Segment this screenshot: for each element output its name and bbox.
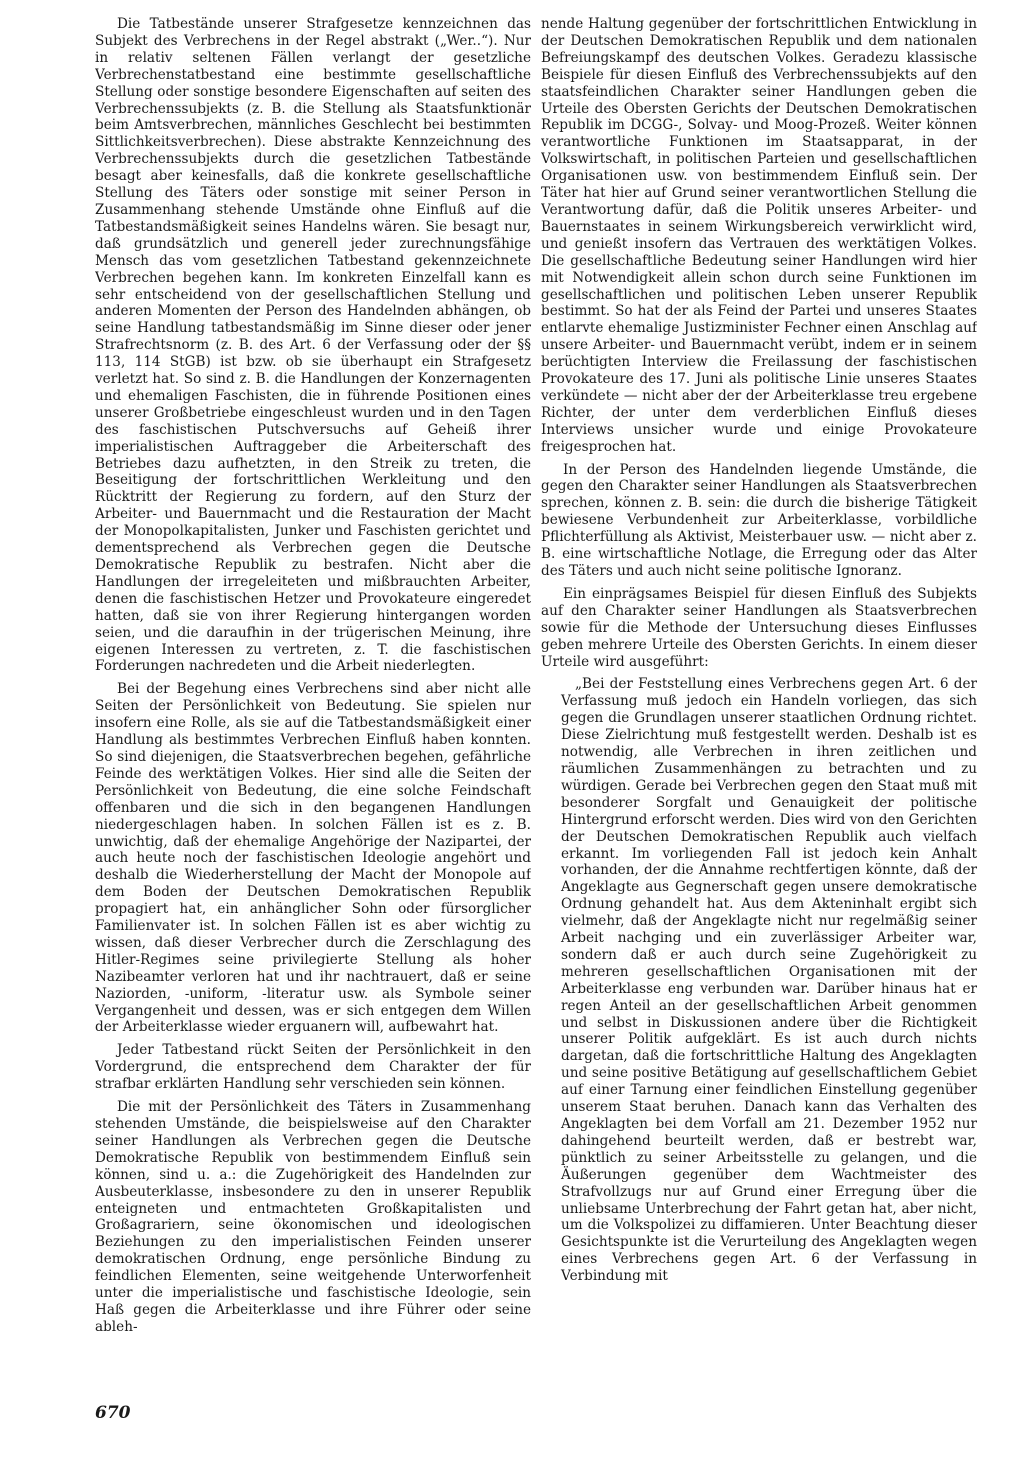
paragraph: Die mit der Persönlichkeit des Täters in Zusammenhang stehenden Umstände, die beispielsweise auf den Charakter seiner Handlungen als Verbrechen gegen die Deutsche Demokratische Republik von bestimmendem Einfluß sein können, sind u. a.: die Zugehörigkeit des Handelnden zur Ausbeuterklasse, insbesondere zu den in unserer Republik enteigneten und entmachteten Großkapitalisten und Großagrariern, seine ökonomischen und ideologischen Beziehungen zu den imperialistischen Feinden unserer demokratischen Ordnung, enge persönliche Bindung zu feindlichen Elementen, seine weitgehende Unterworfenheit unter die imperialistische und faschistische Ideologie, sein Haß gegen die Arbeiterklasse und ihre Führer oder seine ableh- bbox=[95, 1099, 531, 1335]
paragraph-continued: nende Haltung gegenüber der fortschrittlichen Entwicklung in der Deutschen Demokratischen Republik und dem nationalen Befreiungskampf des deutschen Volkes. Geradezu klassische Beispiele für diesen Einfluß des Verbrechenssubjekts auf den staatsfeindlichen Charakter seiner Handlungen geben die Urteile des Obersten Gerichts der Deutschen Demokratischen Republik im DCGG-, Solvay- und Moog-Prozeß. Weiter können verantwortliche Funktionen im Staatsapparat, in der Volkswirtschaft, in politischen Parteien und gesellschaftlichen Organisationen usw. von bestimmendem Einfluß sein. Der Täter hat hier auf Grund seiner verantwortlichen Stellung die Verantwortung dafür, daß die Politik unseres Arbeiter- und Bauernstaates in seinem Wirkungsbereich verwirklicht wird, und genießt insofern das Vertrauen des werktätigen Volkes. Die gesellschaftliche Bedeutung seiner Handlungen wird hier mit Notwendigkeit allein schon durch seine Funktionen im gesellschaftlichen und politischen Leben unserer Republik bestimmt. So hat der als Feind der Partei und unseres Staates entlarvte ehemalige Justizminister Fechner einen Anschlag auf unsere Arbeiter- und Bauernmacht verübt, indem er in seinem berüchtigten Interview die Freilassung der faschistischen Provokateure des 17. Juni als politische Linie unseres Staates verkündete — nicht aber der der Arbeiterklasse treu ergebene Richter, der unter dem verderblichen Einfluß dieses Interviews unsicher wurde und einige Provokateure freigesprochen hat. bbox=[541, 16, 977, 455]
right-column bbox=[541, 16, 977, 1391]
paragraph: In der Person des Handelnden liegende Umstände, die gegen den Charakter seiner Handlungen als Staatsverbrechen sprechen, können z. B. sein: die durch die bisherige Tätigkeit bewiesene Verbundenheit zur Arbeiterklasse, vorbildliche Pflichterfüllung als Aktivist, Meisterbauer usw. — nicht aber z. B. eine wirtschaftliche Notlage, die Erregung oder das Alter des Täters und auch nicht seine politische Ignoranz. bbox=[541, 461, 977, 579]
left-column bbox=[95, 16, 531, 1391]
paragraph: Jeder Tatbestand rückt Seiten der Persönlichkeit in den Vordergrund, die entsprechend dem Charakter der für strafbar erklärten Handlung sehr verschieden sein können. bbox=[95, 1042, 531, 1093]
paragraph: Ein einprägsames Beispiel für diesen Einfluß des Subjekts auf den Charakter seiner Handlungen als Staatsverbrechen sowie für die Methode der Untersuchung dieses Einflusses geben mehrere Urteile des Obersten Gerichts. In einem dieser Urteile wird ausgeführt: bbox=[541, 585, 977, 670]
paragraph: Bei der Begehung eines Verbrechens sind aber nicht alle Seiten der Persönlichkeit von Bedeutung. Sie spielen nur insofern eine Rolle, als sie auf die Tatbestandsmäßigkeit einer Handlung als bestimmtes Verbrechen Einfluß haben konnten. So sind diejenigen, die Staatsverbrechen begehen, gefährliche Feinde des werktätigen Volkes. Hier sind alle die Seiten der Persönlichkeit von Bedeutung, die eine solche Feindschaft offenbaren und die sich in den begangenen Handlungen niedergeschlagen haben. In solchen Fällen ist es z. B. unwichtig, daß der ehemalige Angehörige der Nazipartei, der auch heute noch der faschistischen Ideologie angehört und deshalb die Wiederherstellung der Macht der Monopole auf dem Boden der Deutschen Demokratischen Republik propagiert hat, ein anhänglicher Sohn oder fürsorglicher Familienvater ist. In solchen Fällen ist es aber wichtig zu wissen, daß dieser Verbrecher durch die Zerschlagung des Hitler-Regimes seine privilegierte Stellung als hoher Nazibeamter verloren hat und ihr nachtrauert, daß er seine Naziorden, -uniform, -literatur usw. als Symbole seiner Vergangenheit und dessen, was er sich entgegen dem Willen der Arbeiterklasse wieder erguanern will, aufbewahrt hat. bbox=[95, 681, 531, 1036]
block-quote: „Bei der Feststellung eines Verbrechens gegen Art. 6 der Verfassung muß jedoch ein Handeln vorliegen, das sich gegen die Grundlagen unserer staatlichen Ordnung richtet. Diese Zielrichtung muß festgestellt werden. Deshalb ist es notwendig, alle Verbrechen in ihren zeitlichen und räumlichen Zusammenhängen zu betrachten und zu würdigen. Gerade bei Verbrechen gegen den Staat muß mit besonderer Sorgfalt und Genauigkeit der politische Hintergrund erforscht werden. Dies wird von den Gerichten der Deutschen Demokratischen Republik auch vielfach erkannt. Im vorliegenden Fall ist jedoch kein Anhalt vorhanden, der die Annahme rechtfertigen könnte, daß der Angeklagte aus Gegnerschaft gegen unsere demokratische Ordnung gehandelt hat. Aus dem Akteninhalt ergibt sich vielmehr, daß der Angeklagte nicht nur regelmäßig seiner Arbeit nachging und ein zuverlässiger Arbeiter war, sondern daß er auch durch seine Zugehörigkeit zu mehreren gesellschaftlichen Organisationen mit der Arbeiterklasse eng verbunden war. Darüber hinaus hat er regen Anteil an der gesellschaftlichen Arbeit genommen und selbst in Diskussionen andere über die Richtigkeit unserer Politik aufgeklärt. Es ist auch durch nichts dargetan, daß die fortschrittliche Haltung des Angeklagten und seine positive Betätigung auf gesellschaftlichem Gebiet auf einer Tarnung einer feindlichen Einstellung gegenüber unserem Staat beruhen. Danach kann das Verhalten des Angeklagten bei dem Vorfall am 21. Dezember 1952 nur dahingehend beurteilt werden, daß er bestrebt war, pünktlich zu seiner Arbeitsstelle zu gelangen, und die Äußerungen gegenüber dem Wachtmeister des Strafvollzugs nur auf Grund einer Erregung über die unliebsame Unterbrechung der Fahrt getan hat, aber nicht, um die Volkspolizei zu diffamieren. Unter Beachtung dieser Gesichtspunkte ist die Verurteilung des Angeklagten wegen eines Verbrechens gegen Art. 6 der Verfassung in Verbindung mit bbox=[561, 676, 977, 1285]
page-number: 670 bbox=[95, 1403, 131, 1423]
paragraph: Die Tatbestände unserer Strafgesetze kennzeichnen das Subjekt des Verbrechens in der Regel abstrakt („Wer..“). Nur in relativ seltenen Fällen verlangt der gesetzliche Verbrechenstatbestand eine bestimmte gesellschaftliche Stellung oder sonstige besondere Eigenschaften auf seiten des Verbrechenssubjekts (z. B. die Stellung als Staatsfunktionär beim Amtsverbrechen, männliches Geschlecht bei bestimmten Sittlichkeitsverbrechen). Diese abstrakte Kennzeichnung des Verbrechenssubjekts durch die gesetzlichen Tatbestände besagt aber keinesfalls, daß die konkrete gesellschaftliche Stellung des Täters oder sonstige mit seiner Person in Zusammenhang stehende Umstände ohne Einfluß auf die Tatbestandsmäßigkeit seines Handelns wären. Sie besagt nur, daß grundsätzlich und generell jeder zurechnungsfähige Mensch das vom gesetzlichen Tatbestand gekennzeichnete Verbrechen begehen kann. Im konkreten Einzelfall kann es sehr entscheidend von der gesellschaftlichen Stellung und anderen Momenten der Person des Handelnden abhängen, ob seine Handlung tatbestandsmäßig im Sinne dieser oder jener Strafrechtsnorm (z. B. des Art. 6 der Verfassung oder der §§ 113, 114 StGB) ist bzw. ob sie überhaupt ein Strafgesetz verletzt hat. So sind z. B. die Handlungen der Konzernagenten und ehemaligen Faschisten, die in führende Positionen eines unserer Großbetriebe eingeschleust wurden und in den Tagen des faschistischen Putschversuchs auf Geheiß ihrer imperialistischen Auftraggeber die Arbeiterschaft des Betriebes dazu aufhetzten, in den Streik zu treten, die Beseitigung der fortschrittlichen Werkleitung und den Rücktritt der Regierung zu fordern, auf den Sturz der Arbeiter- und Bauernmacht und die Restauration der Macht der Monopolkapitalisten, Junker und Faschisten gerichtet und dementsprechend als Verbrechen gegen die Deutsche Demokratische Republik zu bestrafen. Nicht aber die Handlungen der irregeleiteten und mißbrauchten Arbeiter, denen die faschistischen Hetzer und Provokateure eingeredet hatten, daß sie von ihrer Regierung hintergangen worden seien, und die daraufhin in der trügerischen Meinung, ihre eigenen Interessen zu vertreten, z. T. die faschistischen Forderungen nachredeten und die Arbeit niederlegten. bbox=[95, 16, 531, 675]
